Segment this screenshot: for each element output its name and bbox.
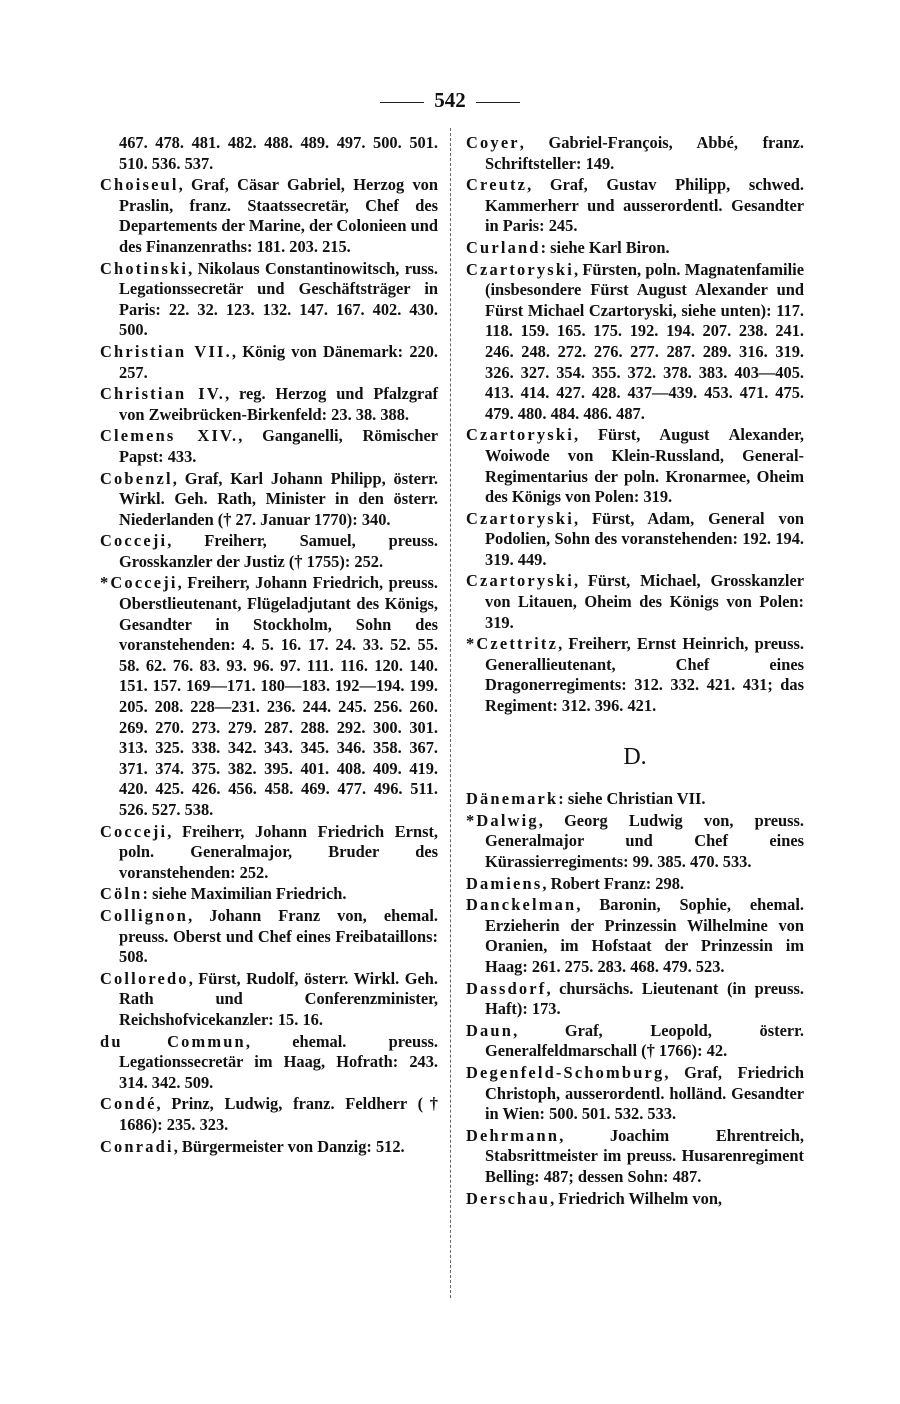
index-entry [466,425,804,507]
entry-text: , Fürst, August Alexander, Woiwode von Klein-Russland, General-Regimentarius der poln. Kronarmee, Oheim des Königs von Polen: 319. [485,425,804,507]
header-rule-right [476,102,520,103]
index-entry [466,509,804,571]
entry-name: Czartoryski [466,508,574,528]
entry-name: Czartoryski [466,259,574,279]
index-entry [466,1063,804,1125]
entry-text: , Graf, Cäsar Gabriel, Herzog von Praslin, franz. Staatssecretär, Chef des Departements der Marine, der Colonieen und des Finanzenraths: 181. 203. 215. [119,175,438,256]
entry-text: : siehe Karl Biron. [540,237,670,257]
entry-text: , Fürst, Michael, Grosskanzler von Litauen, Oheim des Königs von Polen: 319. [485,571,804,632]
entry-name: Curland [466,237,541,257]
index-entry [466,133,804,174]
section-heading-d: D. [623,743,647,770]
entry-name: Czartoryski [466,571,574,591]
entry-text: , Freiherr, Ernst Heinrich, preuss. Generallieutenant, Chef eines Dragonerregiments: 312. 332. 421. 431; das Regiment: 312. 396. 421. [485,634,804,716]
index-entry [100,884,438,905]
entry-name: Condé [100,1094,157,1114]
entry-text: , Graf, Gustav Philipp, schwed. Kammerherr und ausserordentl. Gesandter in Paris: 245. [485,175,804,236]
entry-text: , Georg Ludwig von, preuss. Generalmajor und Chef eines Kürassierregiments: 99. 385. 470. 533. [485,810,804,871]
entry-name: Conradi [100,1136,174,1156]
entry-text: , Freiherr, Johann Friedrich, preuss. Oberstlieutenant, Flügeladjutant des Königs, Gesandter in Stockholm, Sohn des voranstehenden: 4. 5. 16. 17. 24. 33. 52. 55. 58. 62. 76. 83. 93. 96. 97. 111. 116. 120. 140. 151. 157. 169—171. 180—183. 192—194. 199. 205. 208. 228—231. 236. 244. 245. 256. 260. 269. 270. 273. 279. 287. 288. 292. 300. 301. 313. 325. 338. 342. 343. 345. 346. 358. 367. 371. 374. 375. 382. 395. 401. 408. 409. 419. 420. 425. 426. 456. 458. 469. 477. 496. 511. 526. 527. 538. [119,573,438,819]
entry-name: Creutz [466,175,528,195]
index-entry [466,811,804,873]
index-entry [466,874,804,895]
index-entry [100,1094,438,1135]
index-entry [100,1032,438,1094]
index-entry [466,634,804,716]
index-entry [100,531,438,572]
entry-text: : siehe Maximilian Friedrich. [142,884,347,904]
index-entry [466,175,804,237]
entry-text: , Graf, Karl Johann Philipp, österr. Wirkl. Geh. Rath, Minister in den österr. Niederlanden († 27. Januar 1770): 340. [119,468,438,529]
entry-name: Czartoryski [466,425,574,445]
entry-name: Coyer [466,133,520,152]
entry-name: Daun [466,1020,514,1040]
index-entry [100,259,438,341]
entry-text: , Fürst, Rudolf, österr. Wirkl. Geh. Rath und Conferenzminister, Reichshofvicekanzler: 15. 16. [119,968,438,1029]
entry-name: Chotinski [100,258,189,278]
entry-name: Degenfeld-Schomburg [466,1062,665,1082]
entry-name: Christian VII. [100,341,232,361]
entry-name: *Czettritz [466,634,559,654]
page-number: 542 [434,88,466,112]
index-entry [466,571,804,633]
entry-name: Cöln [100,884,143,904]
entry-text: , Baronin, Sophie, ehemal. Erzieherin der Prinzessin Wilhelmine von Oranien, im Hofstaat der Prinzessin im Haag: 261. 275. 283. 468. 479. 523. [485,895,804,976]
entry-text: , reg. Herzog und Pfalzgraf von Zweibrücken-Birkenfeld: 23. 38. 388. [119,384,438,424]
entry-text: , Fürsten, poln. Magnatenfamilie (insbesondere Fürst August Alexander und Fürst Michael Czartoryski, siehe unten): 117. 118. 159. 165. 175. 192. 194. 207. 238. 241. 246. 248. 272. 276. 277. 287. 289. 316. 319. 326. 327. 354. 355. 372. 378. 383. 403—405. 413. 414. 427. 428. 437—439. 453. 471. 475. 479. 480. 484. 486. 487. [485,259,804,423]
index-entry [100,822,438,884]
right-column-c-entries [466,133,804,717]
index-entry [100,384,438,425]
index-entry [100,342,438,383]
index-entry [466,260,804,425]
entry-name: du Commun [100,1031,246,1051]
entry-name: Dehrmann [466,1125,560,1145]
entry-name: *Cocceji [100,573,178,593]
entry-name: Cocceji [100,531,168,551]
index-entry [466,1189,804,1210]
entry-text: , Freiherr, Samuel, preuss. Grosskanzler der Justiz († 1755): 252. [119,531,438,571]
index-entry [466,238,804,259]
entry-name: Clemens XIV. [100,426,239,446]
entry-text: , Friedrich Wilhelm von, [550,1188,723,1208]
index-entry [100,1137,438,1158]
entry-text: , Freiherr, Johann Friedrich Ernst, poln. Generalmajor, Bruder des voranstehenden: 252. [119,821,438,882]
index-entry [100,469,438,531]
right-column-d-entries [466,789,804,1209]
index-entry [466,1126,804,1188]
entry-text: , chursächs. Lieutenant (in preuss. Haft): 173. [485,978,804,1019]
entry-text: , Graf, Leopold, österr. Generalfeldmarschall († 1766): 42. [485,1020,804,1061]
entry-text: , Prinz, Ludwig, franz. Feldherr († 1686): 235. 323. [119,1094,438,1134]
entry-text: , Fürst, Adam, General von Podolien, Sohn des voranstehenden: 192. 194. 319. 449. [485,508,804,569]
entry-text: , Nikolaus Constantinowitsch, russ. Legationssecretär und Geschäftsträger in Paris: 22. 32. 123. 132. 147. 167. 402. 430. 500. [119,258,438,340]
page-number-header [0,88,900,113]
entry-text: : siehe Christian VII. [558,789,706,809]
entry-name: Collignon [100,905,189,925]
entry-text: , Joachim Ehrentreich, Stabsrittmeister im preuss. Husarenregiment Belling: 487; dessen Sohn: 487. [485,1125,804,1186]
entry-text: 467. 478. 481. 482. 488. 489. 497. 500. 501. 510. 536. 537. [119,133,438,173]
entry-text: , Graf, Friedrich Christoph, ausserordentl. holländ. Gesandter in Wien: 500. 501. 532. 533. [485,1062,804,1124]
entry-text: , Robert Franz: 298. [542,873,684,893]
index-entry [100,133,438,174]
entry-name: Colloredo [100,968,189,988]
entry-name: Cobenzl [100,468,173,488]
entry-text: , Ganganelli, Römischer Papst: 433. [119,426,438,466]
entry-name: Christian IV. [100,384,226,404]
entry-name: Danckelman [466,895,577,915]
entry-name: Dassdorf [466,978,547,998]
entry-name: Damiens [466,873,543,893]
index-entry [100,969,438,1031]
index-entry [100,175,438,257]
entry-name: Choiseul [100,175,179,195]
entry-name: Derschau [466,1188,551,1208]
index-entry [466,895,804,977]
index-entry [100,906,438,968]
index-entry [466,979,804,1020]
right-column [466,133,804,1210]
entry-name: *Dalwig [466,810,539,830]
entry-text: , Gabriel-François, Abbé, franz. Schriftsteller: 149. [485,133,804,173]
entry-text: , König von Dänemark: 220. 257. [119,341,439,382]
entry-text: , Bürgermeister von Danzig: 512. [173,1136,405,1156]
entry-name: Dänemark [466,789,559,809]
index-entry [100,426,438,467]
entry-text: , Johann Franz von, ehemal. preuss. Oberst und Chef eines Freibataillons: 508. [119,905,438,967]
header-rule-left [380,102,424,103]
entry-name: Cocceji [100,821,168,841]
entry-text: , ehemal. preuss. Legationssecretär im Haag, Hofrath: 243. 314. 342. 509. [119,1031,438,1092]
index-entry [100,573,438,820]
left-column [100,133,438,1158]
index-entry [466,1021,804,1062]
column-divider [450,128,451,1298]
index-entry [466,789,804,810]
